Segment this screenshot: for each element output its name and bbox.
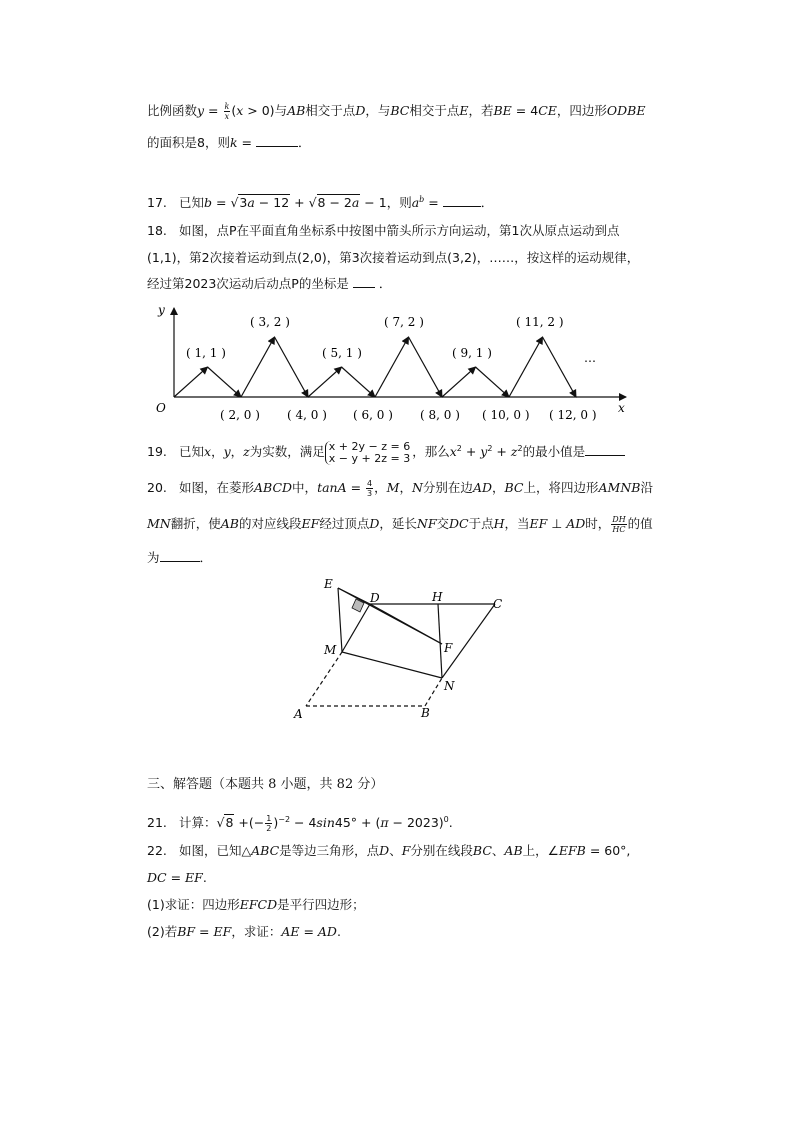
q22-line-1: 22. 如图，已知△ABC是等边三角形，点D、F分别在线段BC、AB上，∠EFB = 60°, <box>147 843 631 858</box>
label-C: C <box>493 597 503 611</box>
q20-line-2: MN翻折，使AB的对应线段EF经过顶点D，延长NF交DC于点H，当EF ⊥ AD时， $\frac{DH}{HC}$ 的值 <box>147 515 653 534</box>
axis-y-label: y <box>158 303 165 317</box>
axis-label-3: ( 6, 0 ) <box>353 408 393 422</box>
label-D: D <box>370 591 380 605</box>
q22-part-1: (1)求证：四边形EFCD是平行四边形； <box>147 897 365 912</box>
label-F: F <box>444 641 453 655</box>
q18-line-3: 经过第2023次运动后动点P的坐标是 ． <box>147 276 392 291</box>
ellipsis: … <box>584 351 596 365</box>
label-H: H <box>432 590 443 604</box>
label-N: N <box>444 679 455 693</box>
peak-label-4: ( 7, 2 ) <box>384 315 424 329</box>
move-segment-5 <box>308 367 342 397</box>
axis-label-4: ( 8, 0 ) <box>420 408 460 422</box>
q18-answer-blank[interactable] <box>353 275 375 288</box>
label-A: A <box>294 707 303 721</box>
axis-label-1: ( 2, 0 ) <box>220 408 260 422</box>
peak-label-1: ( 1, 1 ) <box>186 346 226 360</box>
q18-figure <box>148 300 638 425</box>
axis-label-5: ( 10, 0 ) <box>482 408 530 422</box>
axis-label-6: ( 12, 0 ) <box>549 408 597 422</box>
move-segment-9 <box>442 367 476 397</box>
q18-line-2: (1,1)，第2次接着运动到点(2,0)，第3次接着运动到点(3,2)，……，按这样的运动规律， <box>147 250 640 265</box>
q18-line-1: 18. 如图，点P在平面直角坐标系中按图中箭头所示方向运动，第1次从原点运动到点 <box>147 223 620 238</box>
q16-answer-blank[interactable] <box>256 134 298 147</box>
move-segment-10 <box>476 367 510 397</box>
q22-part-2: (2)若BF = EF，求证：AE = AD. <box>147 924 341 939</box>
equation-system: x + 2y − z = 6 x − y + 2z = 3 <box>325 441 410 465</box>
q20-figure <box>290 570 520 730</box>
q21: 21. 计算：√8 +(− $\frac{1}{2}$ )$^{-2} - 4\sin 45^\circ + (\pi - 2023)^0$. <box>147 814 453 834</box>
move-segment-2 <box>208 367 242 397</box>
section-3-title: 三、解答题（本题共 8 小题，共 82 分） <box>147 777 384 792</box>
label-B: B <box>421 706 430 720</box>
q20-answer-blank[interactable] <box>160 549 200 562</box>
peak-label-6: ( 11, 2 ) <box>516 315 564 329</box>
move-segment-7 <box>375 337 409 397</box>
q20-line-1: 20. 如图，在菱形ABCD中，tanA = $\frac{4}{3}$ ，M，N分别在边AD，BC上，将四边形AMNB沿 <box>147 479 653 498</box>
axis-label-2: ( 4, 0 ) <box>287 408 327 422</box>
move-segment-12 <box>543 337 577 397</box>
q20-line-3: 为 ． <box>147 550 213 565</box>
q16-line-1: 比例函数y = $\frac{k}{x}$ (x > 0)与AB相交于点D，与BC相交于点E，若BE = 4CE，四边形ODBE <box>147 102 646 121</box>
q19-answer-blank[interactable] <box>585 443 625 456</box>
label-M: M <box>324 643 337 657</box>
move-segment-6 <box>342 367 376 397</box>
q19: 19. 已知x，y，z为实数，满足 x + 2y − z = 6 x − y + 2z = 3 ，那么$x^2 + y^2 + z^2$的最小值是 <box>147 437 625 465</box>
move-segment-1 <box>174 367 208 397</box>
q22-line-2: DC = EF. <box>147 870 207 885</box>
peak-label-3: ( 5, 1 ) <box>322 346 362 360</box>
peak-label-5: ( 9, 1 ) <box>452 346 492 360</box>
origin-label: O <box>156 401 166 415</box>
move-segment-11 <box>509 337 543 397</box>
move-segment-3 <box>241 337 275 397</box>
q16-line-2: 的面积是8，则k = ． <box>147 135 311 150</box>
label-E: E <box>324 577 333 591</box>
move-segment-8 <box>409 337 443 397</box>
move-segment-4 <box>275 337 309 397</box>
q17-answer-blank[interactable] <box>443 194 481 207</box>
q17: 17. 已知b = √3a − 12 + √8 − 2a − 1，则$a^b$ = ． <box>147 195 494 211</box>
axis-x-label: x <box>618 401 625 415</box>
peak-label-2: ( 3, 2 ) <box>250 315 290 329</box>
